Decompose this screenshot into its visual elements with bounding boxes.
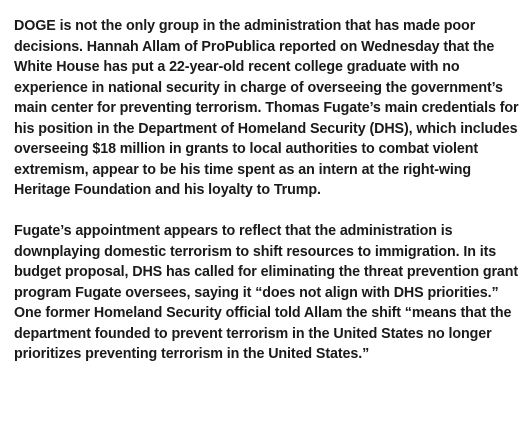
article-paragraph-1: DOGE is not the only group in the administration that has made poor decisions. Hannah Allam of ProPublica reported on Wednesday that the White House has put a 22-year-old recent college graduate with no experience in national security in charge of overseeing the government’s main center for preventing terrorism. Thomas Fugate’s main credentials for his position in the Department of Homeland Security (DHS), which includes overseeing $18 million in grants to local authorities to combat violent extremism, appear to be his time spent as an intern at the right-wing Heritage Foundation and his loyalty to Trump.	[14, 18, 519, 198]
article-paragraph-2: Fugate’s appointment appears to reflect that the administration is downplaying domestic terrorism to shift resources to immigration. In its budget proposal, DHS has called for eliminating the threat prevention grant program Fugate oversees, saying it “does not align with DHS priorities.” One former Homeland Security official told Allam the shift “means that the department founded to prevent terrorism in the United States no longer prioritizes preventing terrorism in the United States.”	[14, 223, 519, 362]
